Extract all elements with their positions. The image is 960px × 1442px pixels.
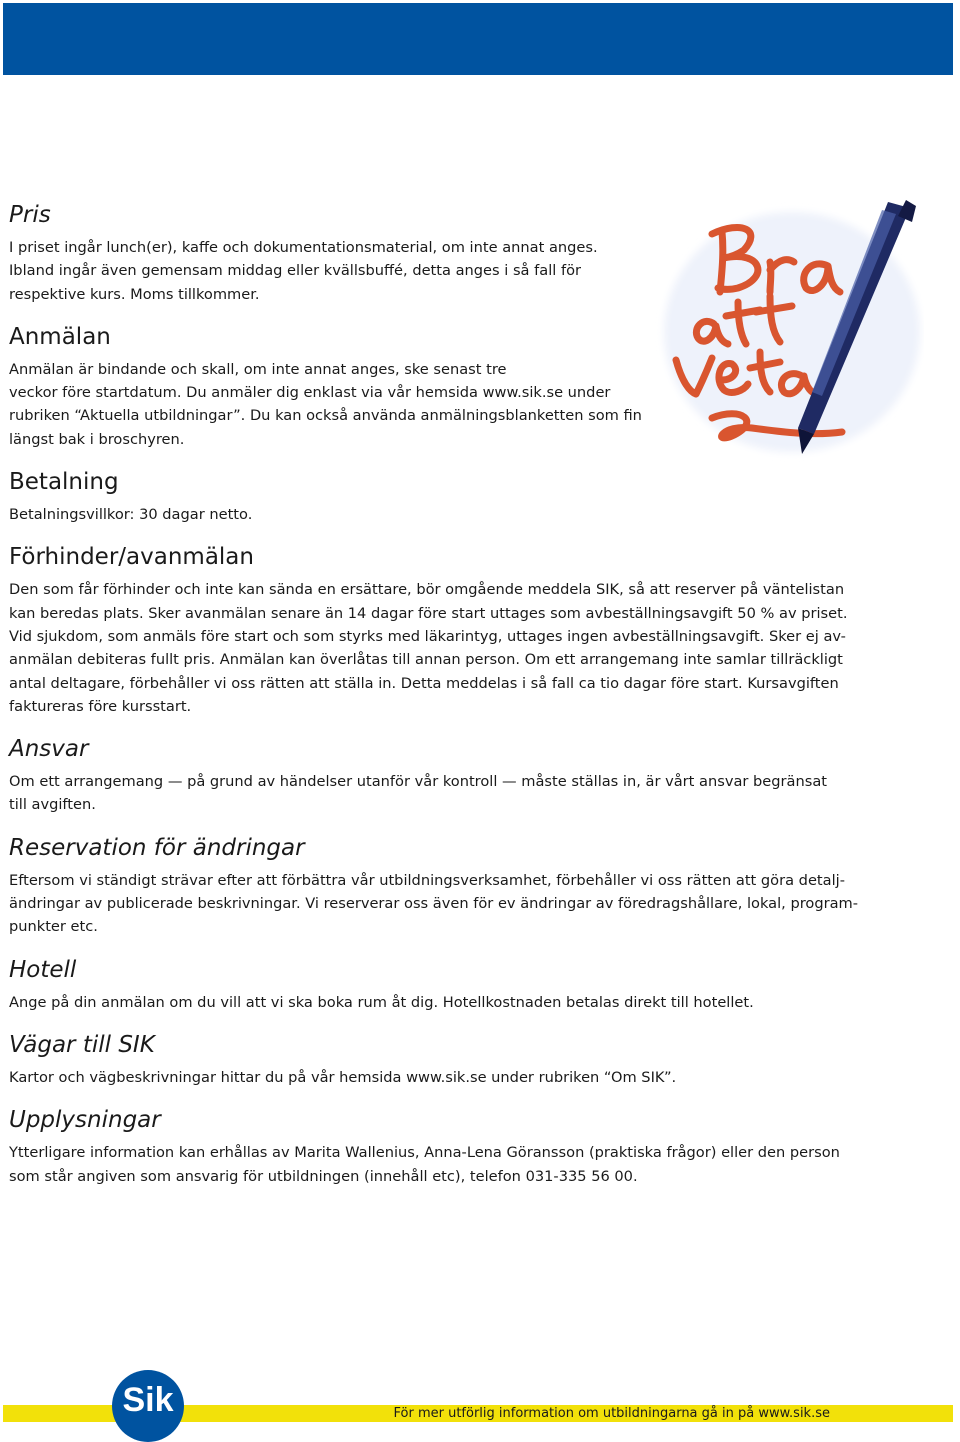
sik-logo-text: Sik xyxy=(122,1381,174,1419)
section-heading-ansvar: Ansvar xyxy=(9,736,89,763)
section-heading-upplysningar: Upplysningar xyxy=(9,1107,161,1134)
section-heading-anmalan: Anmälan xyxy=(9,323,111,350)
section-body-vagar: Kartor och vägbeskrivningar hittar du på vår hemsida www.sik.se under rubriken “Om SIK”. xyxy=(9,1068,677,1086)
bra-att-veta-pen-icon xyxy=(652,192,924,464)
section-heading-forhinder: Förhinder/avanmälan xyxy=(9,544,254,571)
section-ansvar xyxy=(9,732,889,817)
section-heading-vagar: Vägar till SIK xyxy=(9,1031,155,1058)
section-body-pris: I priset ingår lunch(er), kaffe och dokumentationsmaterial, om inte annat anges. Ibland ingår även gemensam middag eller kvällsbuffé, detta anges i så fall för respektive kurs. Moms tillkommer. xyxy=(9,239,598,303)
section-heading-betalning: Betalning xyxy=(9,469,119,496)
section-body-hotell: Ange på din anmälan om du vill att vi ska boka rum åt dig. Hotellkostnaden betalas direkt till hotellet. xyxy=(9,993,754,1011)
section-reservation xyxy=(9,831,889,939)
section-body-reservation: Eftersom vi ständigt strävar efter att förbättra vår utbildningsverksamhet, förbehåller vi oss rätten att göra detalj- ändringar av publicerade beskrivningar. Vi reserverar oss även för ev ändringar av föredragshållare, lokal, program- punkter etc. xyxy=(9,871,859,936)
section-upplysningar xyxy=(9,1103,889,1188)
header-band xyxy=(3,3,953,75)
section-body-anmalan: Anmälan är bindande och skall, om inte annat anges, ske senast tre veckor före startdatum. Du anmäler dig enklast via vår hemsida www.sik.se under rubriken “Aktuella utbildningar”. Du kan också använda anmälningsblanketten som fin längst bak i broschyren. xyxy=(9,360,642,448)
sik-logo xyxy=(112,1370,184,1442)
section-body-forhinder: Den som får förhinder och inte kan sända en ersättare, bör omgående meddela SIK, så att reserver på väntelistan kan beredas plats. Sker avanmälan senare än 14 dagar före start uttages som avbeställningsavgift 50 % av priset. Vid sjukdom, som anmäls före start och som styrks med läkarintyg, uttages ingen avbeställningsavgift. Sker ej av- anmälan debiteras fullt pris. Anmälan kan överlåtas till annan person. Om ett arrangemang inte samlar tillräckligt antal deltagare, förbehåller vi oss rätten att ställa in. Detta meddelas i så fall ca tio dagar före start. Kursavgiften faktureras före kursstart. xyxy=(9,581,848,715)
section-body-upplysningar: Ytterligare information kan erhållas av Marita Wallenius, Anna-Lena Göransson (praktiska frågor) eller den person som står angiven som ansvarig för utbildningen (innehåll etc), telefon 031-335 56 00. xyxy=(9,1144,840,1185)
section-forhinder xyxy=(9,540,889,718)
section-vagar xyxy=(9,1028,889,1089)
section-hotell xyxy=(9,953,889,1014)
footer-info-text: För mer utförlig information om utbildningarna gå in på www.sik.se xyxy=(393,1406,830,1421)
section-heading-reservation: Reservation för ändringar xyxy=(9,834,305,861)
section-body-ansvar: Om ett arrangemang — på grund av händelser utanför vår kontroll — måste ställas in, är vårt ansvar begränsat till avgiften. xyxy=(9,773,828,814)
section-heading-hotell: Hotell xyxy=(9,956,77,983)
section-body-betalning: Betalningsvillkor: 30 dagar netto. xyxy=(9,506,253,524)
section-heading-pris: Pris xyxy=(9,202,51,228)
section-betalning xyxy=(9,465,889,526)
